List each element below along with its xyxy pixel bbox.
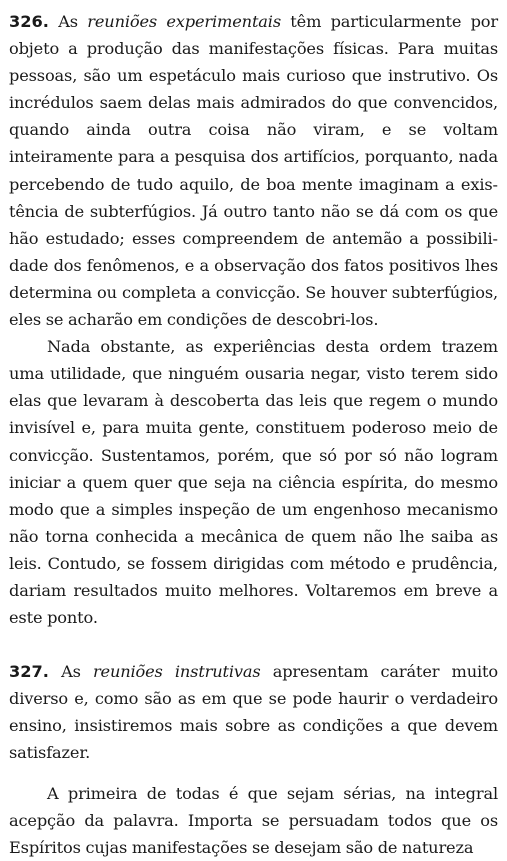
paragraph-326-continuation: Nada obstante, as experiências desta ordem trazem uma utilidade, que ninguém ousaria negar, visto terem sido elas que levaram à descoberta das leis que regem o mundo invisível e, para muita gente, constituem poderoso meio de convicção. Sustentamos, porém, que só por só não logram iniciar a quem quer que seja na ciência espírita, do mesmo modo que a simples inspeção de um engenhoso mecanismo não torna conhecida a mecânica de quem não lhe saiba as leis. Contudo, se fossem dirigidas com método e prudência, dariam resultados muito melhores. Voltaremos em breve a este ponto. [9, 337, 498, 628]
document-page [9, 8, 498, 861]
paragraph-327-intro [9, 658, 498, 766]
section-spacer [9, 631, 498, 658]
term-reunioes-instrutivas: reuniões instrutivas [92, 662, 261, 682]
paragraph-326-intro [9, 8, 498, 333]
paragraph-327-lead: As [48, 662, 93, 682]
paragraph-327-continuation: A primeira de todas é que sejam sérias, na integral acepção da palavra. Importa se persuadam todos que os Espíritos cujas manifestações se desejam são de natureza [9, 783, 498, 857]
paragraph-326-lead: As [48, 12, 88, 31]
paragraph-326-text: têm particularmente por objeto a produção das manifestações físicas. Para muitas pessoas, são um espetáculo mais curioso que instrutivo. Os incrédulos saem delas mais admirados do que convencidos, quando ainda outra coisa não viram, e se voltam inteiramente para a pesquisa dos artifícios, porquanto, nada percebendo de tudo aquilo, de boa mente imaginam a existência de subterfúgios. Já outro tanto não se dá com os que hão estudado; esses compreendem de antemão a possibilidade dos fenômenos, e a observação dos fatos positivos lhes determina ou completa a convicção. Se houver subterfúgios, eles se acharão em condições de descobri-los. [9, 12, 498, 330]
term-reunioes-experimentais: reuniões experimentais [87, 12, 281, 31]
section-number-326: 326. [9, 12, 49, 31]
section-number-327: 327. [9, 662, 49, 682]
paragraph-spacer [9, 767, 498, 780]
paragraph-327-text: apresentam caráter muito diverso e, como são as em que se pode haurir o verdadeiro ensino, insistiremos mais sobre as condições a que devem satisfazer. [9, 662, 498, 763]
